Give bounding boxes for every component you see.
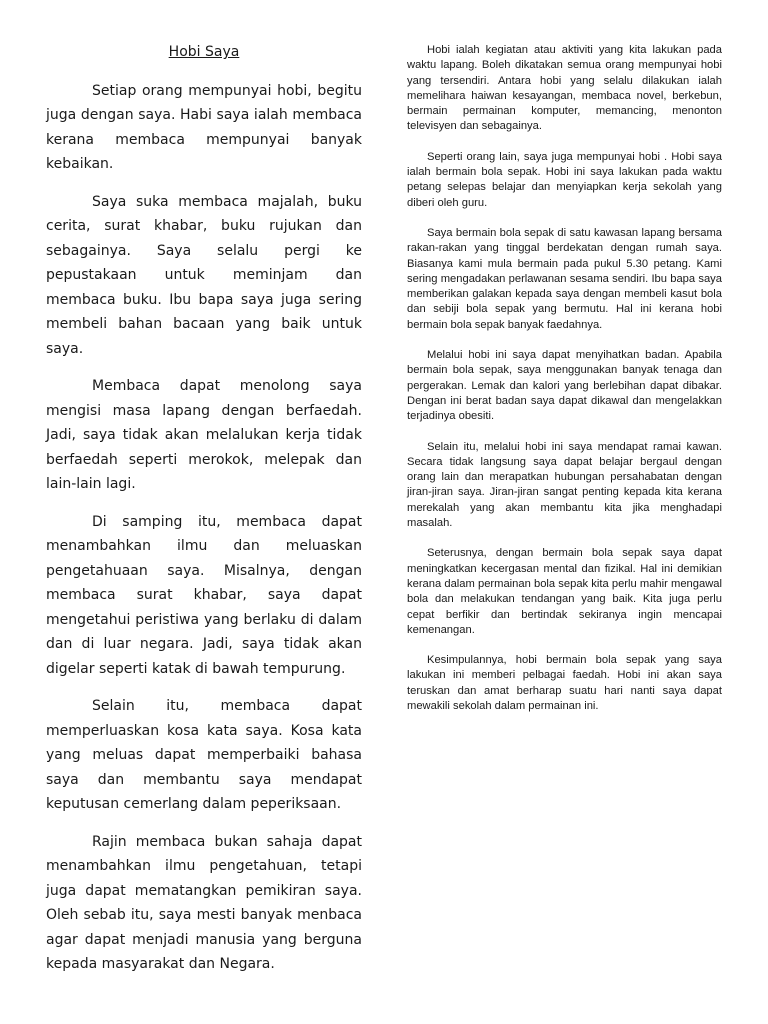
left-essay-column [46, 40, 362, 990]
right-paragraph-2: Seperti orang lain, saya juga mempunyai hobi . Hobi saya ialah bermain bola sepak. Hobi ini saya lakukan pada waktu petang selepas belajar dan menyiapkan kerja sekolah yang diberi oleh guru. [407, 150, 722, 209]
right-paragraph-5: Selain itu, melalui hobi ini saya mendapat ramai kawan. Secara tidak langsung saya dapat belajar bergaul dengan orang lain dan merapatkan hubungan persahabatan dengan jiran-jiran saya. Jiran-jiran sangat penting kepada kita kerana merekalah yang akan membantu kita jika menghadapi masalah. [407, 440, 722, 530]
left-paragraph-5: Selain itu, membaca dapat memperluaskan kosa kata saya. Kosa kata yang meluas dapat memperbaiki bahasa saya dan membantu saya mendapat keputusan cemerlang dalam peperiksaan. [46, 698, 362, 812]
left-paragraph-2: Saya suka membaca majalah, buku cerita, surat khabar, buku rujukan dan sebagainya. Saya selalu pergi ke pepustakaan untuk meminjam dan membaca buku. Ibu bapa saya juga sering membeli bahan bacaan yang baik untuk saya. [46, 193, 362, 357]
essay-title: Hobi Saya [168, 44, 240, 60]
right-essay-column [407, 43, 722, 729]
right-paragraph-4: Melalui hobi ini saya dapat menyihatkan badan. Apabila bermain bola sepak, saya menggunakan banyak tenaga dan pergerakan. Lemak dan kalori yang berlebihan dapat dibakar. Dengan ini berat badan saya dapat dikawal dan mengelakkan terjadinya obesiti. [407, 349, 722, 423]
left-paragraph-4: Di samping itu, membaca dapat menambahkan ilmu dan meluaskan pengetahuaan saya. Misalnya, dengan membaca surat khabar, saya dapat mengetahui peristiwa yang berlaku di dalam dan di luar negara. Jadi, saya tidak akan digelar seperti katak di bawah tempurung. [46, 513, 362, 677]
right-paragraph-1: Hobi ialah kegiatan atau aktiviti yang kita lakukan pada waktu lapang. Boleh dikatakan semua orang mempunyai hobi yang tersendiri. Antara hobi yang selalu dilakukan ialah memelihara haiwan kesayangan, membaca novel, berkebun, bermain permainan komputer, memancing, menonton televisyen dan sebagainya. [407, 44, 722, 133]
right-paragraph-7: Kesimpulannya, hobi bermain bola sepak yang saya lakukan ini memberi pelbagai faedah. Hobi ini akan saya teruskan dan amat berharap suatu hari nanti saya dapat mewakili sekolah dalam permainan ini. [407, 654, 722, 712]
right-paragraph-6: Seterusnya, dengan bermain bola sepak saya dapat meningkatkan kecergasan mental dan fizikal. Hal ini demikian kerana dalam permainan bola sepak kita perlu mahir mengawal bola dan melakukan tendangan yang baik. Kita juga perlu cepat berfikir dan bertindak sekiranya ingin mencapai kemenangan. [407, 547, 722, 636]
right-paragraph-3: Saya bermain bola sepak di satu kawasan lapang bersama rakan-rakan yang tinggal berdekatan dengan rumah saya. Biasanya kami mula bermain pada pukul 5.30 petang. Kami sering mengadakan perlawanan sesama sendiri. Ibu bapa saya memberikan galakan kepada saya dengan membeli kasut bola dan sebiji bola sepak yang bermutu. Hal ini kerana hobi bermain bola sepak banyak faedahnya. [407, 226, 722, 331]
left-paragraph-6: Rajin membaca bukan sahaja dapat menambahkan ilmu pengetahuan, tetapi juga dapat mematangkan pemikiran saya. Oleh sebab itu, saya mesti banyak menbaca agar dapat menjadi manusia yang berguna kepada masyarakat dan Negara. [46, 833, 362, 972]
left-paragraph-3: Membaca dapat menolong saya mengisi masa lapang dengan berfaedah. Jadi, saya tidak akan melalukan kerja tidak berfaedah seperti merokok, melepak dan lain-lain lagi. [46, 378, 362, 492]
left-paragraph-1: Setiap orang mempunyai hobi, begitu juga dengan saya. Habi saya ialah membaca kerana membaca mempunyai banyak kebaikan. [46, 82, 362, 172]
